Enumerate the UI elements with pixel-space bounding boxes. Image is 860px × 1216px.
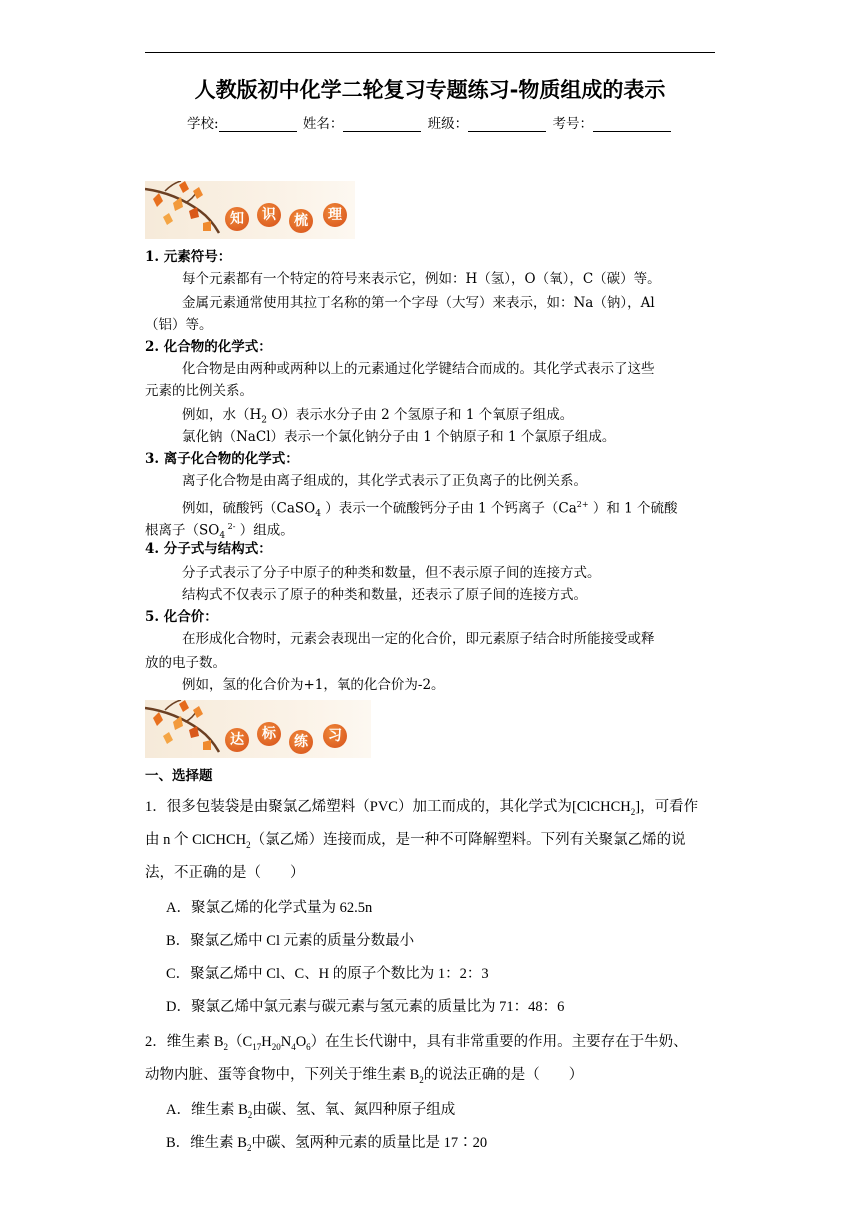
exercise-banner [145,700,371,758]
autumn-branch-icon [145,181,225,239]
q1-line1: 1．很多包装袋是由聚氯乙烯塑料（PVC）加工而成的，其化学式为[ClCHCH$_2$]，可看作 [145,799,699,817]
section3-line2: 例如，硫酸钙（CaSO$_4$ ）表示一个硫酸钙分子由 1 个钙离子（$Ca^{2+}$ ）和 1 个硫酸 [182,500,678,520]
section2-line3: 例如，水（$H_2$ O）表示水分子由 2 个氢原子和 1 个氧原子组成。 [182,407,574,426]
section3-line3: 根离子（$SO_4$ $^{2-}$ ）组成。 [145,522,294,542]
section2-line2: 元素的比例关系。 [145,383,253,399]
section3-line1: 离子化合物是由离子组成的，其化学式表示了正负离子的比例关系。 [182,473,587,489]
class-label: 班级： [427,116,469,132]
banner1-char-4: 理 [323,203,347,227]
section5-line2: 放的电子数。 [145,655,226,671]
banner1-char-1: 知 [225,207,249,231]
exam-no-label: 考号： [552,116,593,132]
q2-line2: 动物内脏、蛋等食物中，下列关于维生素 $B_2$的说法正确的是（ ） [145,1067,584,1085]
exam-no-blank [593,117,671,132]
banner1-char-3: 梳 [289,209,313,233]
q1-line3: 法，不正确的是（ ） [145,865,305,881]
section3-heading: 3. 离子化合物的化学式： [145,451,299,467]
q1-line2: 由 n 个 ClCHCH$_2$（氯乙烯）连接而成，是一种不可降解塑料。下列有关聚氯乙烯的说 [145,832,686,850]
banner1-char-2: 识 [257,203,281,227]
knowledge-banner [145,181,355,239]
section2-line4: 氯化钠（NaCl）表示一个氯化钠分子由 1 个钠原子和 1 个氯原子组成。 [182,429,616,445]
q1-option-a: A．聚氯乙烯的化学式量为 62.5n [166,900,373,916]
section2-line1: 化合物是由两种或两种以上的元素通过化学键结合而成的。其化学式表示了这些 [182,361,655,377]
q1-option-c: C．聚氯乙烯中 Cl、C、H 的原子个数比为 1：2：3 [166,966,489,982]
section1-line3: （铝）等。 [145,317,213,333]
banner2-char-3: 练 [289,730,313,754]
section1-line2: 金属元素通常使用其拉丁名称的第一个字母（大写）来表示，如：Na（钠），Al [182,295,655,311]
section4-heading: 4. 分子式与结构式： [145,541,272,557]
q1-option-b: B．聚氯乙烯中 Cl 元素的质量分数最小 [166,933,415,949]
section5-heading: 5. 化合价： [145,609,218,625]
banner2-char-4: 习 [323,724,347,748]
school-blank [219,117,297,132]
section2-heading: 2. 化合物的化学式： [145,339,272,355]
q2-option-b: B．维生素 $B_2$中碳、氢两种元素的质量比是 17∶20 [166,1135,488,1153]
section5-line1: 在形成化合物时，元素会表现出一定的化合价，即元素原子结合时所能接受或释 [182,631,655,647]
banner2-char-1: 达 [225,728,249,752]
section4-line1: 分子式表示了分子中原子的种类和数量，但不表示原子间的连接方式。 [182,565,601,581]
exercise-section-title: 一、选择题 [145,768,213,784]
section1-line1: 每个元素都有一个特定的符号来表示它，例如：H（氢），O（氧），C（碳）等。 [182,271,661,287]
school-label: 学校: [187,116,219,132]
class-blank [468,117,546,132]
q2-option-a: A．维生素 $B_2$由碳、氢、氧、氮四种原子组成 [166,1102,456,1120]
name-label: 姓名： [302,116,344,132]
top-rule [145,52,715,53]
section4-line2: 结构式不仅表示了原子的种类和数量，还表示了原子间的连接方式。 [182,587,587,603]
name-blank [343,117,421,132]
section1-heading: 1. 元素符号： [145,249,232,265]
student-info-line [0,112,860,132]
q2-line1: 2．维生素 $B_2(C_{17}H_{20}N_4O_6)$在生长代谢中，具有非常重要的作用。主要存在于牛奶、 [145,1034,688,1052]
section5-line3: 例如，氢的化合价为+1，氧的化合价为-2。 [182,677,445,693]
banner2-char-2: 标 [257,722,281,746]
autumn-branch-icon [145,700,225,758]
q1-option-d: D．聚氯乙烯中氯元素与碳元素与氢元素的质量比为 71：48：6 [166,999,565,1015]
page-title: 人教版初中化学二轮复习专题练习-物质组成的表示 [194,78,666,102]
